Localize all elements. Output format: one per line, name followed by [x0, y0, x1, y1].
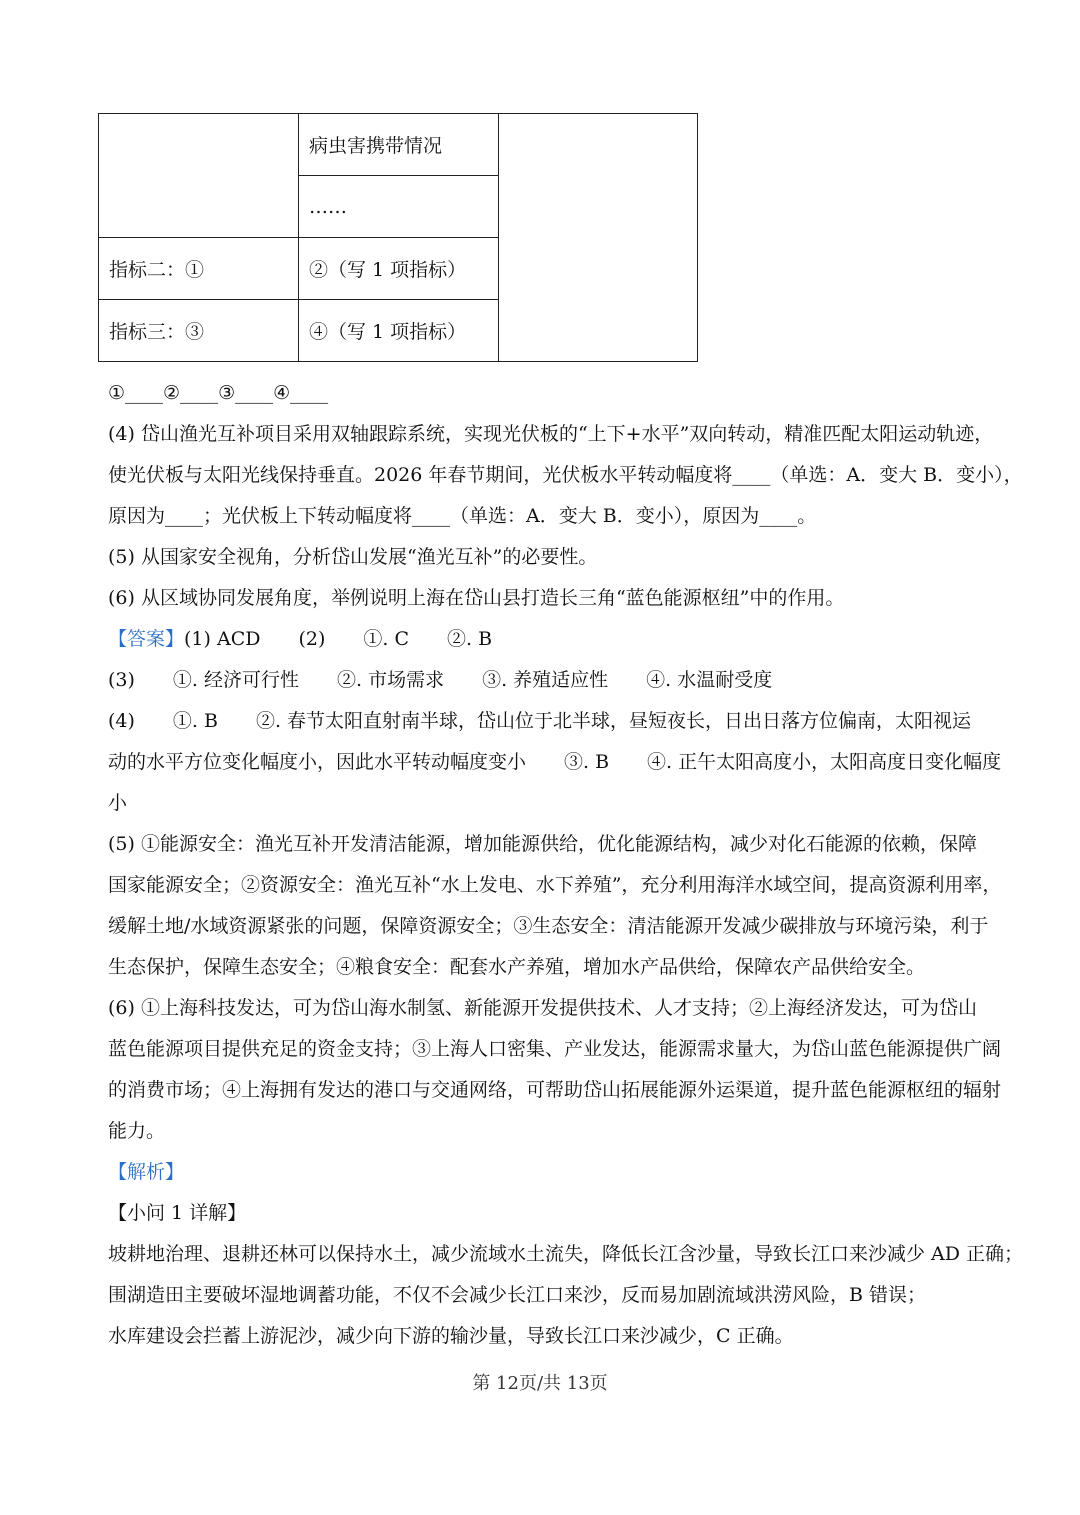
analysis-line: 围湖造田主要破坏湿地调蓄功能，不仅不会减少长江口来沙，反而易加剧流域洪涝风险，B 错误；: [108, 1284, 927, 1306]
question-4-line: 原因为____；光伏板上下转动幅度将____（单选：A．变大 B．变小），原因为____。: [108, 505, 817, 527]
table-cell: 指标三：③: [99, 300, 299, 362]
table-cell: 指标二：①: [99, 238, 299, 300]
table-cell-empty: [499, 114, 698, 362]
indicator-table: [98, 113, 698, 362]
answer-3: (3) ①. 经济可行性 ②. 市场需求 ③. 养殖适应性 ④. 水温耐受度: [108, 669, 773, 691]
question-5: (5) 从国家安全视角，分析岱山发展“渔光互补”的必要性。: [108, 546, 598, 568]
answer-5-line: 国家能源安全；②资源安全：渔光互补“水上发电、水下养殖”，充分利用海洋水域空间，提高资源利用率，: [108, 874, 1002, 896]
answer-1-2: (1) ACD (2) ①. C ②. B: [184, 628, 493, 650]
answer-4-line: (4) ①. B ②. 春节太阳直射南半球，岱山位于北半球，昼短夜长，日出日落方位偏南，太阳视运: [108, 710, 972, 732]
analysis-subheading: 【小问 1 详解】: [108, 1202, 247, 1224]
question-6: (6) 从区域协同发展角度，举例说明上海在岱山县打造长三角“蓝色能源枢纽”中的作用。: [108, 587, 845, 609]
answer-5-line: 生态保护，保障生态安全；④粮食安全：配套水产养殖，增加水产品供给，保障农产品供给安全。: [108, 956, 926, 978]
answer-6-line: (6) ①上海科技发达，可为岱山海水制氢、新能源开发提供技术、人才支持；②上海经济发达，可为岱山: [108, 997, 977, 1019]
analysis-label: 【解析】: [108, 1161, 185, 1183]
question-4-line: (4) 岱山渔光互补项目采用双轴跟踪系统，实现光伏板的“上下+水平”双向转动，精准匹配太阳运动轨迹，: [108, 423, 994, 445]
answer-6-line: 的消费市场；④上海拥有发达的港口与交通网络，可帮助岱山拓展能源外运渠道，提升蓝色能源枢纽的辐射: [108, 1079, 1002, 1101]
answer-6-line: 蓝色能源项目提供充足的资金支持；③上海人口密集、产业发达，能源需求量大，为岱山蓝色能源提供广阔: [108, 1038, 1002, 1060]
answer-4-line: 动的水平方位变化幅度小，因此水平转动幅度变小 ③. B ④. 正午太阳高度小，太阳高度日变化幅度: [108, 751, 1002, 773]
analysis-line: 坡耕地治理、退耕还林可以保持水土，减少流域水土流失，降低长江含沙量，导致长江口来沙减少 AD 正确；: [108, 1243, 1024, 1265]
page-footer: 第 12页/共 13页: [472, 1373, 608, 1394]
answer-line: [108, 619, 978, 660]
answer-5-line: (5) ①能源安全：渔光互补开发清洁能源，增加能源供给，优化能源结构，减少对化石能源的依赖，保障: [108, 833, 977, 855]
question-4-line: 使光伏板与太阳光线保持垂直。2026 年春节期间，光伏板水平转动幅度将____（单选：A．变大 B．变小），: [108, 464, 1023, 486]
table-cell-empty: [99, 114, 299, 238]
answer-6-line: 能力。: [108, 1120, 166, 1142]
table-cell: ④（写 1 项指标）: [299, 300, 499, 362]
table-cell: 病虫害携带情况: [299, 114, 499, 176]
analysis-line: 水库建设会拦蓄上游泥沙，减少向下游的输沙量，导致长江口来沙减少，C 正确。: [108, 1325, 794, 1347]
table-cell: ②（写 1 项指标）: [299, 238, 499, 300]
answer-5-line: 缓解土地/水域资源紧张的问题，保障资源安全；③生态安全：清洁能源开发减少碳排放与环境污染，利于: [108, 915, 989, 937]
answer-4-line: 小: [108, 792, 128, 814]
answer-label: 【答案】: [108, 628, 185, 650]
table-cell: ……: [299, 176, 499, 238]
blanks-line: ①____②____③____④____: [108, 382, 329, 404]
